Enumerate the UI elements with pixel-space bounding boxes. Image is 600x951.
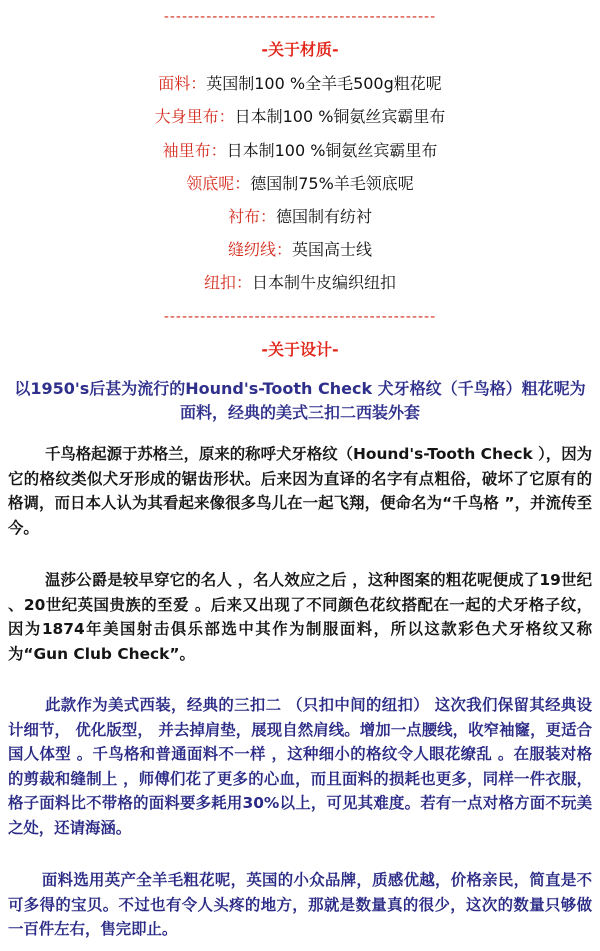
spec-value: 日本制100 %铜氨丝宾霸里布 bbox=[234, 107, 446, 126]
spec-value: 日本制100 %铜氨丝宾霸里布 bbox=[226, 141, 438, 160]
design-headline: 以1950's后甚为流行的Hound's-Tooth Check 犬牙格纹（千鸟格）粗花呢为面料，经典的美式三扣二西装外套 bbox=[14, 379, 586, 422]
spec-value: 英国高士线 bbox=[292, 240, 373, 259]
spec-label: 袖里布： bbox=[162, 141, 227, 160]
paragraph-origin: 千鸟格起源于苏格兰，原来的称呼犬牙格纹（Hound's-Tooth Check ），因为它的格纹类似犬牙形成的锯齿形状。后来因为直译的名字有点粗俗，破坏了它原有的格调，而日本人认为其看起来像很多鸟儿在一起飞翔，便命名为“千鸟格 ”，并流传至今。 bbox=[8, 445, 592, 537]
spec-line-fabric bbox=[0, 74, 600, 94]
spec-label: 衬布： bbox=[227, 207, 276, 226]
spec-value: 德国制有纺衬 bbox=[276, 207, 373, 226]
spec-value: 德国制75%羊毛领底呢 bbox=[250, 174, 414, 193]
divider-middle: --------------------------------------------- bbox=[163, 309, 437, 325]
spec-line-collar-felt bbox=[0, 174, 600, 194]
spec-line-thread bbox=[0, 240, 600, 260]
divider-top: --------------------------------------------- bbox=[163, 9, 437, 25]
spec-label: 面料： bbox=[158, 74, 207, 93]
spec-value: 英国制100 %全羊毛500g粗花呢 bbox=[206, 74, 442, 93]
spec-label: 大身里布： bbox=[154, 107, 235, 126]
paragraph-design-details: 此款作为美式西装，经典的三扣二 （只扣中间的纽扣） 这次我们保留其经典设计细节， 优化版型， 并去掉肩垫，展现自然肩线。增加一点腰线，收窄袖窿，更适合国人体型 。千鸟格和普通面料不一样 ，这种细小的格纹令人眼花缭乱 。在服装对格的剪裁和缝制上 ，师傅们花了更多的心血，而且面料的损耗也更多，同样一件衣服，格子面料比不带格的面料要多耗用30%以上，可见其难度。若有一点对格方面不玩美之处，还请海涵。 bbox=[8, 696, 592, 837]
spec-line-interlining bbox=[0, 207, 600, 227]
spec-label: 纽扣： bbox=[203, 273, 252, 292]
materials-title: -关于材质- bbox=[261, 40, 339, 59]
spec-line-buttons bbox=[0, 273, 600, 293]
spec-label: 领底呢： bbox=[186, 174, 251, 193]
spec-line-body-lining bbox=[0, 107, 600, 127]
spec-value: 日本制牛皮编织纽扣 bbox=[252, 273, 397, 292]
spec-label: 缝纫线： bbox=[227, 240, 292, 259]
paragraph-history: 温莎公爵是较早穿它的名人 ，名人效应之后 ，这种图案的粗花呢便成了19世纪 、20世纪英国贵族的至爱 。后来又出现了不同颜色花纹搭配在一起的犬牙格子纹， 因为1874年美国射击俱乐部选中其作为制服面料，所以这款彩色犬牙格纹又称为“Gun Club Check”。 bbox=[8, 571, 592, 663]
spec-line-sleeve-lining bbox=[0, 141, 600, 161]
design-title: -关于设计- bbox=[261, 340, 339, 359]
paragraph-fabric-source: 面料选用英产全羊毛粗花呢，英国的小众品牌，质感优越，价格亲民，简直是不可多得的宝贝。不过也有令人头疼的地方，那就是数量真的很少，这次的数量只够做一百件左右，售完即止。 bbox=[8, 871, 592, 938]
